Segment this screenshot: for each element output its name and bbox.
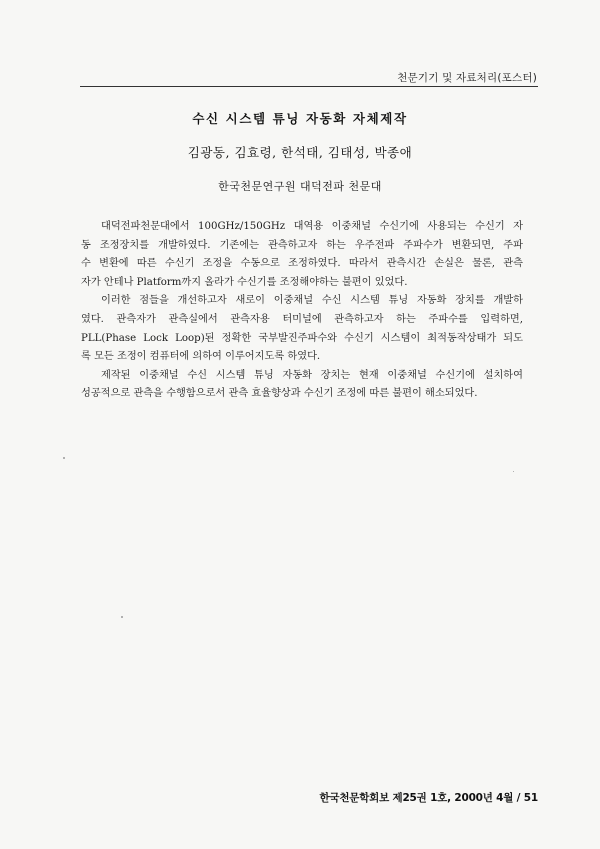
abstract-line: 수 변환에 따른 수신기 조정을 수동으로 조정하였다. 따라서 관측시간 손실은 물론, 관측 <box>81 258 523 270</box>
scan-speck <box>63 457 65 459</box>
abstract-line: 동 조정장치를 개발하였다. 기존에는 관측하고자 하는 우주전파 주파수가 변환되면, 주파 <box>81 239 523 251</box>
scan-speck <box>121 616 123 618</box>
abstract-line: 록 모든 조정이 컴퓨터에 의하여 이루어지도록 하였다. <box>81 351 321 363</box>
abstract <box>81 218 523 404</box>
abstract-line: 자가 안테나 Platform까지 올라가 수신기를 조정해야하는 불편이 있었다. <box>81 276 408 288</box>
running-head: 천문기기 및 자료처리(포스터) <box>397 72 537 84</box>
scan-speck <box>513 471 514 472</box>
abstract-line: 대덕전파천문대에서 100GHz/150GHz 대역용 이중채널 수신기에 사용되는 수신기 자 <box>101 221 523 232</box>
journal-citation: 한국천문학회보 제25권 1호, 2000년 4월 / 51 <box>319 792 538 804</box>
abstract-line: 제작된 이중채널 수신 시스템 튜닝 자동화 장치는 현재 이중채널 수신기에 설치하여 <box>101 369 523 381</box>
abstract-line: 이러한 점들을 개선하고자 새로이 이중채널 수신 시스템 튜닝 자동화 장치를 개발하 <box>101 295 523 307</box>
paper-title: 수신 시스템 튜닝 자동화 자체제작 <box>192 111 408 126</box>
header-rule <box>80 86 538 87</box>
abstract-line: PLL(Phase Lock Loop)된 정확한 국부발진주파수와 수신기 시스템이 최적동작상태가 되도 <box>81 332 523 344</box>
affiliation: 한국천문연구원 대덕전파 천문대 <box>218 180 382 193</box>
abstract-line: 성공적으로 관측을 수행함으로서 관측 효율향상과 수신기 조정에 따른 불편이 해소되었다. <box>81 388 478 400</box>
abstract-line: 였다. 관측자가 관측실에서 관측자용 터미널에 관측하고자 하는 주파수를 입력하면, <box>81 313 523 325</box>
author-list: 김광동, 김효령, 한석태, 김태성, 박종애 <box>187 145 413 160</box>
